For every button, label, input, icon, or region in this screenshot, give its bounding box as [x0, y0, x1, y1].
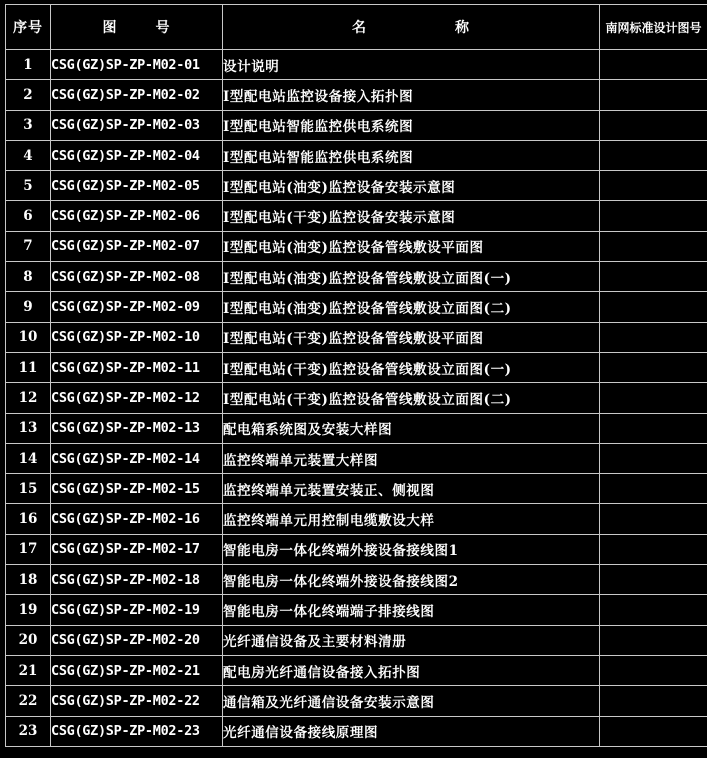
row-drawing-number-cell: CSG(GZ)SP-ZP-M02-07 [51, 231, 223, 261]
row-seq-cell: 21 [6, 655, 51, 685]
row-drawing-number-cell: CSG(GZ)SP-ZP-M02-03 [51, 110, 223, 140]
table-row [6, 716, 707, 746]
row-drawing-name-cell: I型配电站(油变)监控设备管线敷设立面图(一) [223, 262, 600, 292]
row-seq-cell: 11 [6, 352, 51, 382]
row-drawing-number-cell: CSG(GZ)SP-ZP-M02-01 [51, 50, 223, 80]
row-seq-cell: 23 [6, 716, 51, 746]
row-drawing-name-cell: 配电房光纤通信设备接入拓扑图 [223, 655, 600, 685]
table-row [6, 413, 707, 443]
row-drawing-name-cell: I型配电站(油变)监控设备管线敷设平面图 [223, 231, 600, 261]
row-seq-cell: 4 [6, 140, 51, 170]
row-seq-cell: 7 [6, 231, 51, 261]
row-drawing-number-cell: CSG(GZ)SP-ZP-M02-09 [51, 292, 223, 322]
row-drawing-number-cell: CSG(GZ)SP-ZP-M02-17 [51, 534, 223, 564]
row-standard-number-cell [600, 716, 707, 746]
row-drawing-number-cell: CSG(GZ)SP-ZP-M02-05 [51, 171, 223, 201]
header-drawing-number-left: 图 [102, 20, 118, 36]
row-drawing-name-cell: I型配电站(干变)监控设备管线敷设平面图 [223, 322, 600, 352]
table-row [6, 140, 707, 170]
row-standard-number-cell [600, 322, 707, 352]
table-row [6, 231, 707, 261]
table-row [6, 443, 707, 473]
row-drawing-number-cell: CSG(GZ)SP-ZP-M02-16 [51, 504, 223, 534]
row-drawing-number-cell: CSG(GZ)SP-ZP-M02-20 [51, 625, 223, 655]
row-drawing-name-cell: I型配电站智能监控供电系统图 [223, 110, 600, 140]
table-row [6, 262, 707, 292]
table-row [6, 171, 707, 201]
table-row [6, 595, 707, 625]
row-drawing-number-cell: CSG(GZ)SP-ZP-M02-19 [51, 595, 223, 625]
row-seq-cell: 2 [6, 80, 51, 110]
table-row [6, 625, 707, 655]
row-seq-cell: 15 [6, 474, 51, 504]
row-drawing-number-cell: CSG(GZ)SP-ZP-M02-13 [51, 413, 223, 443]
drawing-rows [6, 50, 707, 747]
table-row [6, 352, 707, 382]
header-seq: 序号 [6, 5, 51, 50]
row-drawing-name-cell: 智能电房一体化终端端子排接线图 [223, 595, 600, 625]
row-drawing-name-cell: 监控终端单元装置安装正、侧视图 [223, 474, 600, 504]
header-drawing-number [51, 5, 223, 50]
row-standard-number-cell [600, 443, 707, 473]
table-row [6, 534, 707, 564]
drawing-index-table [5, 4, 707, 747]
row-seq-cell: 16 [6, 504, 51, 534]
row-drawing-name-cell: 配电箱系统图及安装大样图 [223, 413, 600, 443]
table-row [6, 565, 707, 595]
row-standard-number-cell [600, 625, 707, 655]
header-drawing-name [223, 5, 600, 50]
row-drawing-number-cell: CSG(GZ)SP-ZP-M02-02 [51, 80, 223, 110]
row-seq-cell: 12 [6, 383, 51, 413]
row-seq-cell: 3 [6, 110, 51, 140]
row-drawing-number-cell: CSG(GZ)SP-ZP-M02-11 [51, 352, 223, 382]
row-drawing-name-cell: 监控终端单元用控制电缆敷设大样 [223, 504, 600, 534]
table-row [6, 383, 707, 413]
row-drawing-name-cell: 光纤通信设备及主要材料清册 [223, 625, 600, 655]
header-drawing-name-left: 名 [352, 20, 367, 36]
row-seq-cell: 14 [6, 443, 51, 473]
row-drawing-number-cell: CSG(GZ)SP-ZP-M02-04 [51, 140, 223, 170]
row-standard-number-cell [600, 686, 707, 716]
row-standard-number-cell [600, 474, 707, 504]
table-header-row [6, 5, 707, 50]
row-drawing-name-cell: 设计说明 [223, 50, 600, 80]
row-standard-number-cell [600, 201, 707, 231]
row-standard-number-cell [600, 595, 707, 625]
row-seq-cell: 5 [6, 171, 51, 201]
row-drawing-number-cell: CSG(GZ)SP-ZP-M02-23 [51, 716, 223, 746]
table-row [6, 50, 707, 80]
row-seq-cell: 8 [6, 262, 51, 292]
row-drawing-name-cell: I型配电站智能监控供电系统图 [223, 140, 600, 170]
row-drawing-number-cell: CSG(GZ)SP-ZP-M02-06 [51, 201, 223, 231]
row-drawing-name-cell: 智能电房一体化终端外接设备接线图1 [223, 534, 600, 564]
table-row [6, 110, 707, 140]
table-row [6, 655, 707, 685]
row-drawing-number-cell: CSG(GZ)SP-ZP-M02-10 [51, 322, 223, 352]
row-drawing-name-cell: I型配电站(干变)监控设备安装示意图 [223, 201, 600, 231]
row-seq-cell: 9 [6, 292, 51, 322]
row-standard-number-cell [600, 352, 707, 382]
row-seq-cell: 18 [6, 565, 51, 595]
table-row [6, 504, 707, 534]
row-standard-number-cell [600, 413, 707, 443]
row-drawing-number-cell: CSG(GZ)SP-ZP-M02-22 [51, 686, 223, 716]
header-drawing-name-right: 称 [455, 20, 470, 36]
row-seq-cell: 19 [6, 595, 51, 625]
row-drawing-name-cell: 监控终端单元装置大样图 [223, 443, 600, 473]
table-row [6, 292, 707, 322]
row-standard-number-cell [600, 50, 707, 80]
row-drawing-number-cell: CSG(GZ)SP-ZP-M02-14 [51, 443, 223, 473]
row-standard-number-cell [600, 110, 707, 140]
header-drawing-number-right: 号 [155, 20, 171, 36]
row-standard-number-cell [600, 171, 707, 201]
row-standard-number-cell [600, 565, 707, 595]
table-row [6, 322, 707, 352]
row-drawing-number-cell: CSG(GZ)SP-ZP-M02-08 [51, 262, 223, 292]
row-seq-cell: 13 [6, 413, 51, 443]
row-drawing-name-cell: 通信箱及光纤通信设备安装示意图 [223, 686, 600, 716]
row-standard-number-cell [600, 292, 707, 322]
row-seq-cell: 22 [6, 686, 51, 716]
table-row [6, 474, 707, 504]
row-drawing-name-cell: I型配电站(干变)监控设备管线敷设立面图(一) [223, 352, 600, 382]
table-row [6, 201, 707, 231]
row-drawing-number-cell: CSG(GZ)SP-ZP-M02-21 [51, 655, 223, 685]
row-drawing-name-cell: 光纤通信设备接线原理图 [223, 716, 600, 746]
row-standard-number-cell [600, 140, 707, 170]
row-seq-cell: 1 [6, 50, 51, 80]
row-standard-number-cell [600, 383, 707, 413]
table-row [6, 686, 707, 716]
row-drawing-name-cell: I型配电站监控设备接入拓扑图 [223, 80, 600, 110]
row-seq-cell: 17 [6, 534, 51, 564]
row-standard-number-cell [600, 262, 707, 292]
row-standard-number-cell [600, 534, 707, 564]
row-drawing-name-cell: I型配电站(干变)监控设备管线敷设立面图(二) [223, 383, 600, 413]
row-drawing-name-cell: I型配电站(油变)监控设备管线敷设立面图(二) [223, 292, 600, 322]
row-standard-number-cell [600, 231, 707, 261]
row-drawing-number-cell: CSG(GZ)SP-ZP-M02-15 [51, 474, 223, 504]
row-drawing-name-cell: I型配电站(油变)监控设备安装示意图 [223, 171, 600, 201]
row-drawing-name-cell: 智能电房一体化终端外接设备接线图2 [223, 565, 600, 595]
row-standard-number-cell [600, 504, 707, 534]
row-standard-number-cell [600, 80, 707, 110]
row-drawing-number-cell: CSG(GZ)SP-ZP-M02-18 [51, 565, 223, 595]
row-standard-number-cell [600, 655, 707, 685]
row-drawing-number-cell: CSG(GZ)SP-ZP-M02-12 [51, 383, 223, 413]
row-seq-cell: 10 [6, 322, 51, 352]
header-standard-design-number: 南网标准设计图号 [600, 5, 707, 50]
row-seq-cell: 20 [6, 625, 51, 655]
table-row [6, 80, 707, 110]
row-seq-cell: 6 [6, 201, 51, 231]
